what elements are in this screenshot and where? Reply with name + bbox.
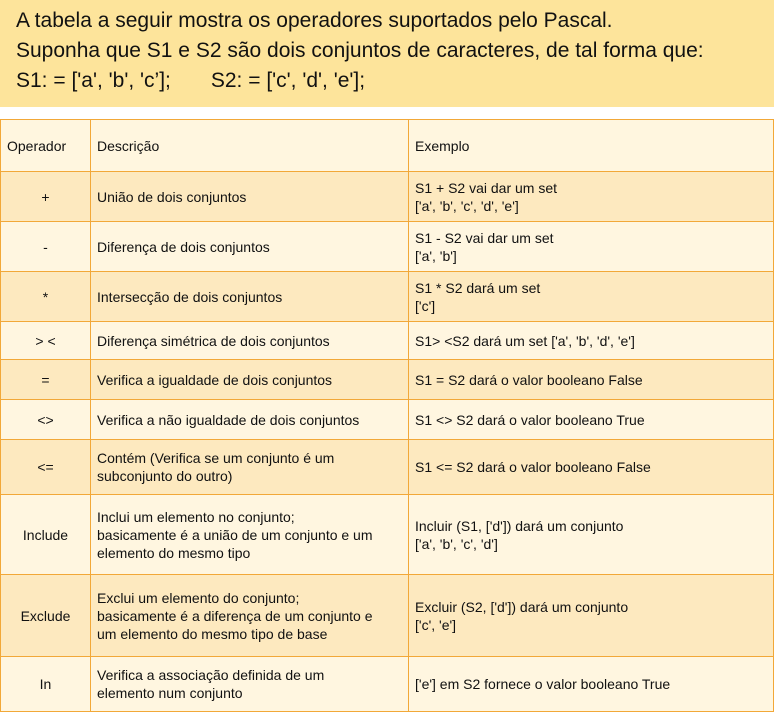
example-cell <box>409 657 774 712</box>
example-cell <box>409 575 774 657</box>
table-row <box>1 272 774 322</box>
description-line: Exclui um elemento do conjunto; <box>97 589 300 606</box>
example-line: S1 = S2 dará o valor booleano False <box>415 371 643 388</box>
example-line: S1 <> S2 dará o valor booleano True <box>415 411 645 428</box>
example-line: ['c', 'e'] <box>415 616 457 633</box>
operator-cell: * <box>1 272 91 322</box>
example-cell <box>409 272 774 322</box>
intro-line-1: A tabela a seguir mostra os operadores suportados pelo Pascal. <box>16 9 613 32</box>
operator-cell: Include <box>1 495 91 575</box>
description-line: Verifica a não igualdade de dois conjuntos <box>97 411 360 428</box>
operator-cell: <= <box>1 440 91 495</box>
example-line: S1 <= S2 dará o valor booleano False <box>415 459 651 475</box>
example-line: S1 - S2 vai dar um set <box>415 229 554 246</box>
description-line: um elemento do mesmo tipo de base <box>97 625 328 642</box>
description-cell <box>91 440 409 495</box>
example-cell <box>409 495 774 575</box>
set-s1-definition: S1: = ['a', 'b', 'c’]; <box>16 69 171 92</box>
description-line: elemento do mesmo tipo <box>97 544 251 561</box>
example-cell <box>409 440 774 495</box>
example-line: ['c'] <box>415 297 436 314</box>
description-line: subconjunto do outro) <box>97 468 233 484</box>
operator-cell: - <box>1 222 91 272</box>
table-row <box>1 575 774 657</box>
example-line: S1 * S2 dará um set <box>415 279 541 296</box>
example-cell <box>409 222 774 272</box>
description-line: União de dois conjuntos <box>97 188 247 205</box>
description-cell <box>91 222 409 272</box>
description-line: Diferença simétrica de dois conjuntos <box>97 332 330 349</box>
example-line: ['e'] em S2 fornece o valor booleano True <box>415 676 671 692</box>
example-line: ['a', 'b', 'c', 'd'] <box>415 535 498 552</box>
table-row <box>1 657 774 712</box>
intro-line-2: Suponha que S1 e S2 são dois conjuntos de caracteres, de tal forma que: <box>16 39 704 62</box>
example-line: S1 + S2 vai dar um set <box>415 179 558 196</box>
example-line: ['a', 'b', 'c', 'd', 'e'] <box>415 197 519 214</box>
operators-table <box>0 119 774 712</box>
header-operador: Operador <box>1 120 91 172</box>
operator-cell: Exclude <box>1 575 91 657</box>
description-cell <box>91 495 409 575</box>
operator-cell: + <box>1 172 91 222</box>
description-line: Inclui um elemento no conjunto; <box>97 508 295 525</box>
description-line: Diferença de dois conjuntos <box>97 238 270 255</box>
example-line: Incluir (S1, ['d']) dará um conjunto <box>415 517 624 534</box>
description-line: Contém (Verifica se um conjunto é um <box>97 450 335 466</box>
operator-cell: = <box>1 360 91 400</box>
example-cell <box>409 360 774 400</box>
operator-cell: In <box>1 657 91 712</box>
example-cell <box>409 322 774 360</box>
description-line: elemento num conjunto <box>97 685 243 701</box>
description-cell <box>91 172 409 222</box>
intro-line-3 <box>16 66 758 96</box>
description-line: Intersecção de dois conjuntos <box>97 288 283 305</box>
header-exemplo: Exemplo <box>409 120 774 172</box>
description-cell <box>91 400 409 440</box>
example-cell <box>409 172 774 222</box>
description-line: basicamente é a diferença de um conjunto e <box>97 607 373 624</box>
example-line: S1> <S2 dará um set ['a', 'b', 'd', 'e'] <box>415 332 635 349</box>
intro-box <box>0 0 774 107</box>
example-line: ['a', 'b'] <box>415 247 457 264</box>
description-line: Verifica a associação definida de um <box>97 667 325 683</box>
table-header-row <box>1 120 774 172</box>
operator-cell: > < <box>1 322 91 360</box>
table-body <box>1 172 774 712</box>
table-row <box>1 400 774 440</box>
table-row <box>1 322 774 360</box>
operator-cell: <> <box>1 400 91 440</box>
table-row <box>1 440 774 495</box>
table-row <box>1 172 774 222</box>
description-cell <box>91 272 409 322</box>
set-s2-definition: S2: = ['c', 'd', 'e']; <box>210 69 366 92</box>
example-cell <box>409 400 774 440</box>
description-cell <box>91 575 409 657</box>
table-row <box>1 360 774 400</box>
description-cell <box>91 322 409 360</box>
header-descricao: Descrição <box>91 120 409 172</box>
description-cell <box>91 360 409 400</box>
table-row <box>1 222 774 272</box>
example-line: Excluir (S2, ['d']) dará um conjunto <box>415 598 629 615</box>
description-line: Verifica a igualdade de dois conjuntos <box>97 371 333 388</box>
description-cell <box>91 657 409 712</box>
table-row <box>1 495 774 575</box>
description-line: basicamente é a união de um conjunto e um <box>97 526 373 543</box>
